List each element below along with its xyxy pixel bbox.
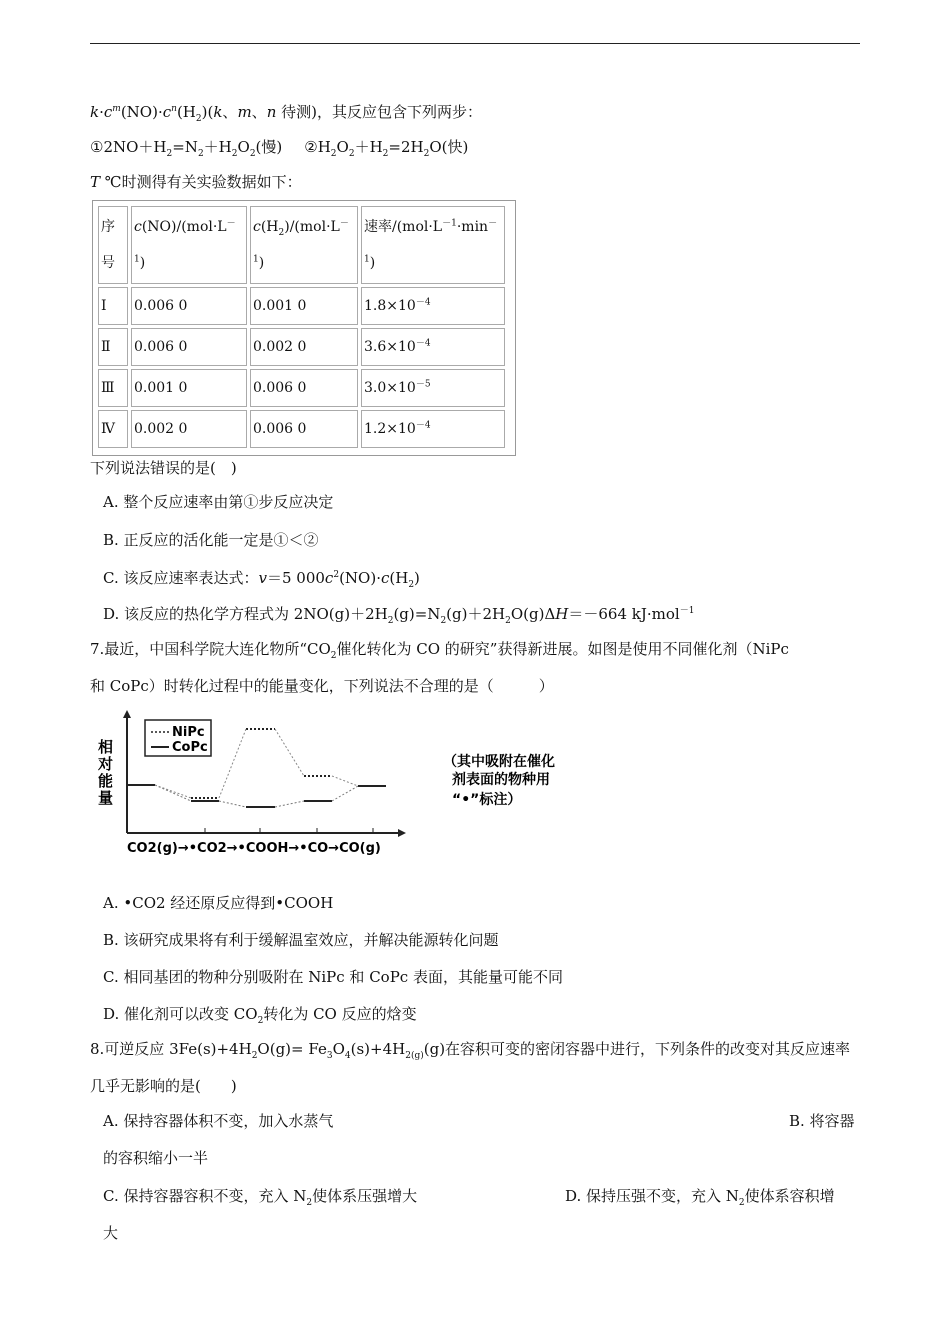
row-no-conc: 0.006 0 <box>131 328 247 366</box>
row-h2-conc: 0.001 0 <box>250 287 358 325</box>
q6-option-d: D. 该反应的热化学方程式为 $2NO(g)+2H_2(g)=N_2(g)+2H_2O(g)\Delta H=-664$ kJ·mol$^{-1}$ <box>103 605 695 626</box>
row-no-conc: 0.002 0 <box>131 410 247 448</box>
experiment-table <box>92 200 516 456</box>
y-label-1: 相 <box>98 738 114 756</box>
row-index: Ⅳ <box>98 410 128 448</box>
q6-option-b: B. 正反应的活化能一定是①＜② <box>103 531 319 549</box>
q8-option-c: C. 保持容器容积不变，充入 $N_2$使体系压强增大 <box>103 1187 418 1208</box>
row-no-conc: 0.006 0 <box>131 287 247 325</box>
table-row <box>98 287 505 325</box>
y-label-4: 量 <box>98 789 114 807</box>
row-h2-conc: 0.002 0 <box>250 328 358 366</box>
diagram-note-2: 剂表面的物种用 <box>452 772 550 788</box>
q6-option-a: A. 整个反应速率由第①步反应决定 <box>103 493 334 511</box>
row-rate: $3.0\times 10^{-5}$ <box>361 369 505 407</box>
q8-stem-line1: 8.可逆反应 $3Fe(s)+4H_2O(g)= Fe_3O_4(s)+4H_{2(g)}(g)$在容积可变的密闭容器中进行，下列条件的改变对其反应速率 <box>90 1040 851 1061</box>
legend-copc-label: CoPc <box>172 740 208 755</box>
table-row <box>98 369 505 407</box>
diagram-note-1: （其中吸附在催化 <box>443 754 555 770</box>
header-index: 序号 <box>98 206 128 284</box>
row-index: Ⅱ <box>98 328 128 366</box>
q8-stem-line2: 几乎无影响的是( ) <box>90 1077 237 1095</box>
rate-law-line: $k\cdot c^m(NO)\cdot c^n(H_2)(k$、m、n 待测)，其反应包含下列两步： <box>90 103 482 124</box>
header-no-conc: $c(NO)/(mol\cdot L^{-1})$ <box>131 206 247 284</box>
legend-nipc-label: NiPc <box>172 725 205 740</box>
q7-option-c: C. 相同基团的物种分别吸附在 NiPc 和 CoPc 表面，其能量可能不同 <box>103 968 563 986</box>
row-h2-conc: 0.006 0 <box>250 410 358 448</box>
row-rate: $3.6\times 10^{-4}$ <box>361 328 505 366</box>
header-rate: 速率$/(mol\cdot L^{-1}\cdot\min^{-1})$ <box>361 206 505 284</box>
row-index: Ⅰ <box>98 287 128 325</box>
q7-option-a: A. •CO2 经还原反应得到•COOH <box>103 894 334 912</box>
row-h2-conc: 0.006 0 <box>250 369 358 407</box>
table-intro: T ℃时测得有关实验数据如下： <box>90 173 302 191</box>
q6-option-c: C. 该反应速率表达式：v＝5 $000c^2(NO)\cdot c(H_2)$ <box>103 569 420 590</box>
q7-option-b: B. 该研究成果将有利于缓解温室效应，并解决能源转化问题 <box>103 931 499 949</box>
row-rate: $1.8\times 10^{-4}$ <box>361 287 505 325</box>
q8-option-a: A. 保持容器体积不变，加入水蒸气 <box>103 1112 334 1130</box>
energy-diagram <box>95 708 575 868</box>
y-label-3: 能 <box>98 772 114 790</box>
q8-option-b-cont: 的容积缩小一半 <box>103 1149 209 1167</box>
q7-stem-line2: 和 CoPc）时转化过程中的能量变化，下列说法不合理的是（ ） <box>90 677 554 695</box>
x-axis-label: CO2(g)→•CO2→•COOH→•CO→CO(g) <box>127 841 381 856</box>
q7-stem-line1: 7.最近，中国科学院大连化物所“$CO_2$催化转化为 CO 的研究”获得新进展。如图是使用不同催化剂（NiPc <box>90 640 789 661</box>
reaction-steps: $①2NO+H_2=N_2+H_2O_2$(慢) $②H_2O_2+H_2=2H_2O$(快) <box>90 138 469 159</box>
header-rule <box>90 43 860 44</box>
y-label-2: 对 <box>98 755 114 773</box>
row-no-conc: 0.001 0 <box>131 369 247 407</box>
row-index: Ⅲ <box>98 369 128 407</box>
header-h2-conc: $c(H_2)/(mol\cdot L^{-1})$ <box>250 206 358 284</box>
q8-option-d: D. 保持压强不变，充入 $N_2$使体系容积增 <box>565 1187 835 1208</box>
diagram-note-3: “•”标注） <box>452 792 522 808</box>
q6-stem: 下列说法错误的是( ) <box>90 459 237 477</box>
table-header-row <box>98 206 505 284</box>
q8-option-d-cont: 大 <box>103 1224 119 1242</box>
row-rate: $1.2\times 10^{-4}$ <box>361 410 505 448</box>
table-row <box>98 328 505 366</box>
q7-option-d: D. 催化剂可以改变 $CO_2$转化为 CO 反应的焓变 <box>103 1005 417 1026</box>
table-row <box>98 410 505 448</box>
x-axis-arrow-icon <box>398 829 406 837</box>
y-axis-arrow-icon <box>123 710 131 718</box>
q8-option-b: B. 将容器 <box>789 1112 855 1130</box>
